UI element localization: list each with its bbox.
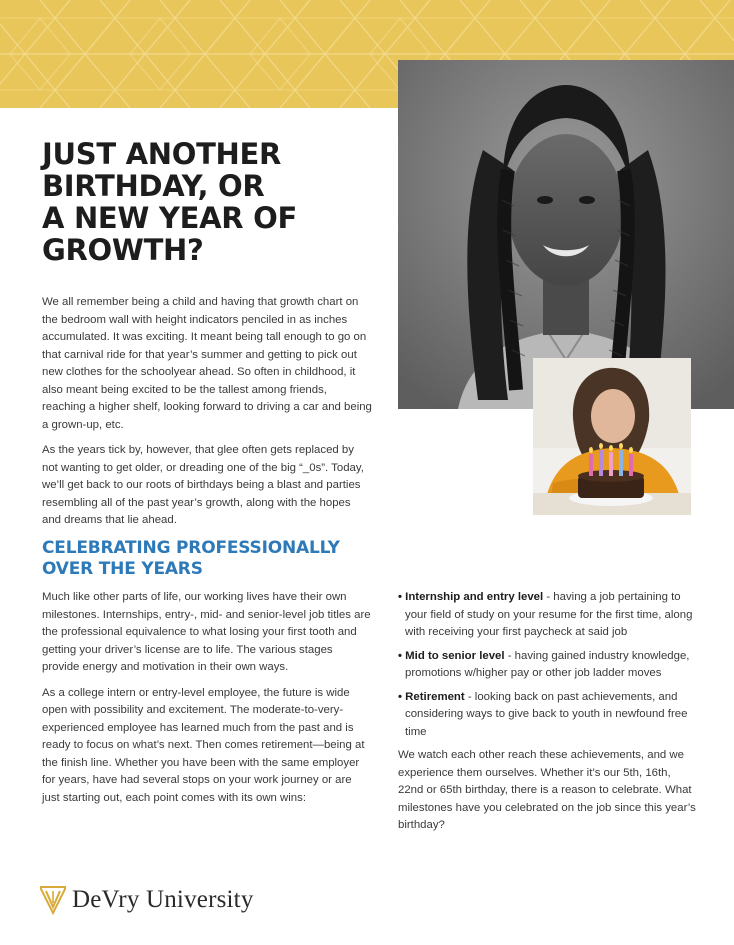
bullet-icon: •: [398, 591, 402, 603]
title-line: A NEW YEAR OF: [42, 201, 297, 235]
list-item-title: Internship and entry level: [405, 591, 544, 603]
body-paragraph: Much like other parts of life, our working lives have their own milestones. Internships, entry-, mid- and senior-level job titles are the professional equivalence to what losing your first tooth and getting your driver’s license are to life. The various stages provide energy and motivation in their own ways.: [42, 591, 371, 673]
birthday-cake-photo: [533, 358, 691, 515]
closing-paragraph: We watch each other reach these achievements, and we experience them ourselves. Whether it’s our 5th, 16th, 22nd or 65th birthday, there is a reason to celebrate. What milestones have you celebrated on the job since this year’s birthday?: [398, 749, 696, 831]
list-item: [398, 589, 698, 642]
title-line: BIRTHDAY, OR: [42, 169, 265, 203]
subhead-line: CELEBRATING PROFESSIONALLY: [42, 538, 340, 558]
bullet-icon: •: [398, 649, 402, 662]
bullet-icon: •: [398, 690, 402, 703]
intro-paragraph: We all remember being a child and having that growth chart on the bedroom wall with height indicators penciled in as inches accumulated. It was exciting. It meant being tall enough to go on that carnival ride for that year’s summer and getting to pick out new clothes for the schoolyear ahead. So often in childhood, it also meant being excited to be the tallest among friends, reaching a higher shelf, looking forward to driving a car and being a grown-up, etc.: [42, 296, 372, 431]
title-line: JUST ANOTHER: [42, 137, 282, 171]
list-item: [398, 648, 698, 683]
list-item: [398, 689, 698, 742]
page-title: [42, 138, 372, 266]
subhead-line: OVER THE YEARS: [42, 559, 203, 579]
section-heading: [42, 538, 362, 580]
left-column: [42, 589, 372, 815]
title-line: GROWTH?: [42, 233, 204, 267]
list-item-text: - having a job pertaining to your field of study on your resume for the first time, along with receiving your first paycheck at said job: [405, 591, 693, 638]
devry-logo: [40, 883, 254, 917]
milestone-list: [398, 589, 698, 741]
right-column: [398, 589, 698, 835]
list-item-title: Retirement: [405, 690, 465, 703]
body-paragraph: As a college intern or entry-level employee, the future is wide open with possibility and excitement. The moderate-to-very-experienced employee has learned much from the past and is ready to focus on what’s next. Then comes retirement—being at the finish line. Whether you have been with the same employer for years, have had several stops on your work journey or are just starting out, each point comes with its own wins:: [42, 686, 365, 804]
list-item-title: Mid to senior level: [405, 649, 505, 662]
list-item-text: - looking back on past achievements, and considering ways to give back to youth in newfound free time: [405, 690, 688, 738]
portrait-photo: [398, 60, 734, 409]
shield-icon: [40, 885, 66, 915]
intro-section: [42, 294, 372, 538]
intro-paragraph: As the years tick by, however, that glee often gets replaced by not wanting to get older, or dreading one of the big “_0s”. Today, we’ll get back to our roots of birthdays being a blast and parties resembling all of the past year’s growth, along with the hopes and dreams that lie ahead.: [42, 444, 364, 526]
list-item-text: - having gained industry knowledge, promotions w/higher pay or other job ladder moves: [405, 649, 690, 679]
logo-text: DeVry University: [72, 886, 254, 913]
